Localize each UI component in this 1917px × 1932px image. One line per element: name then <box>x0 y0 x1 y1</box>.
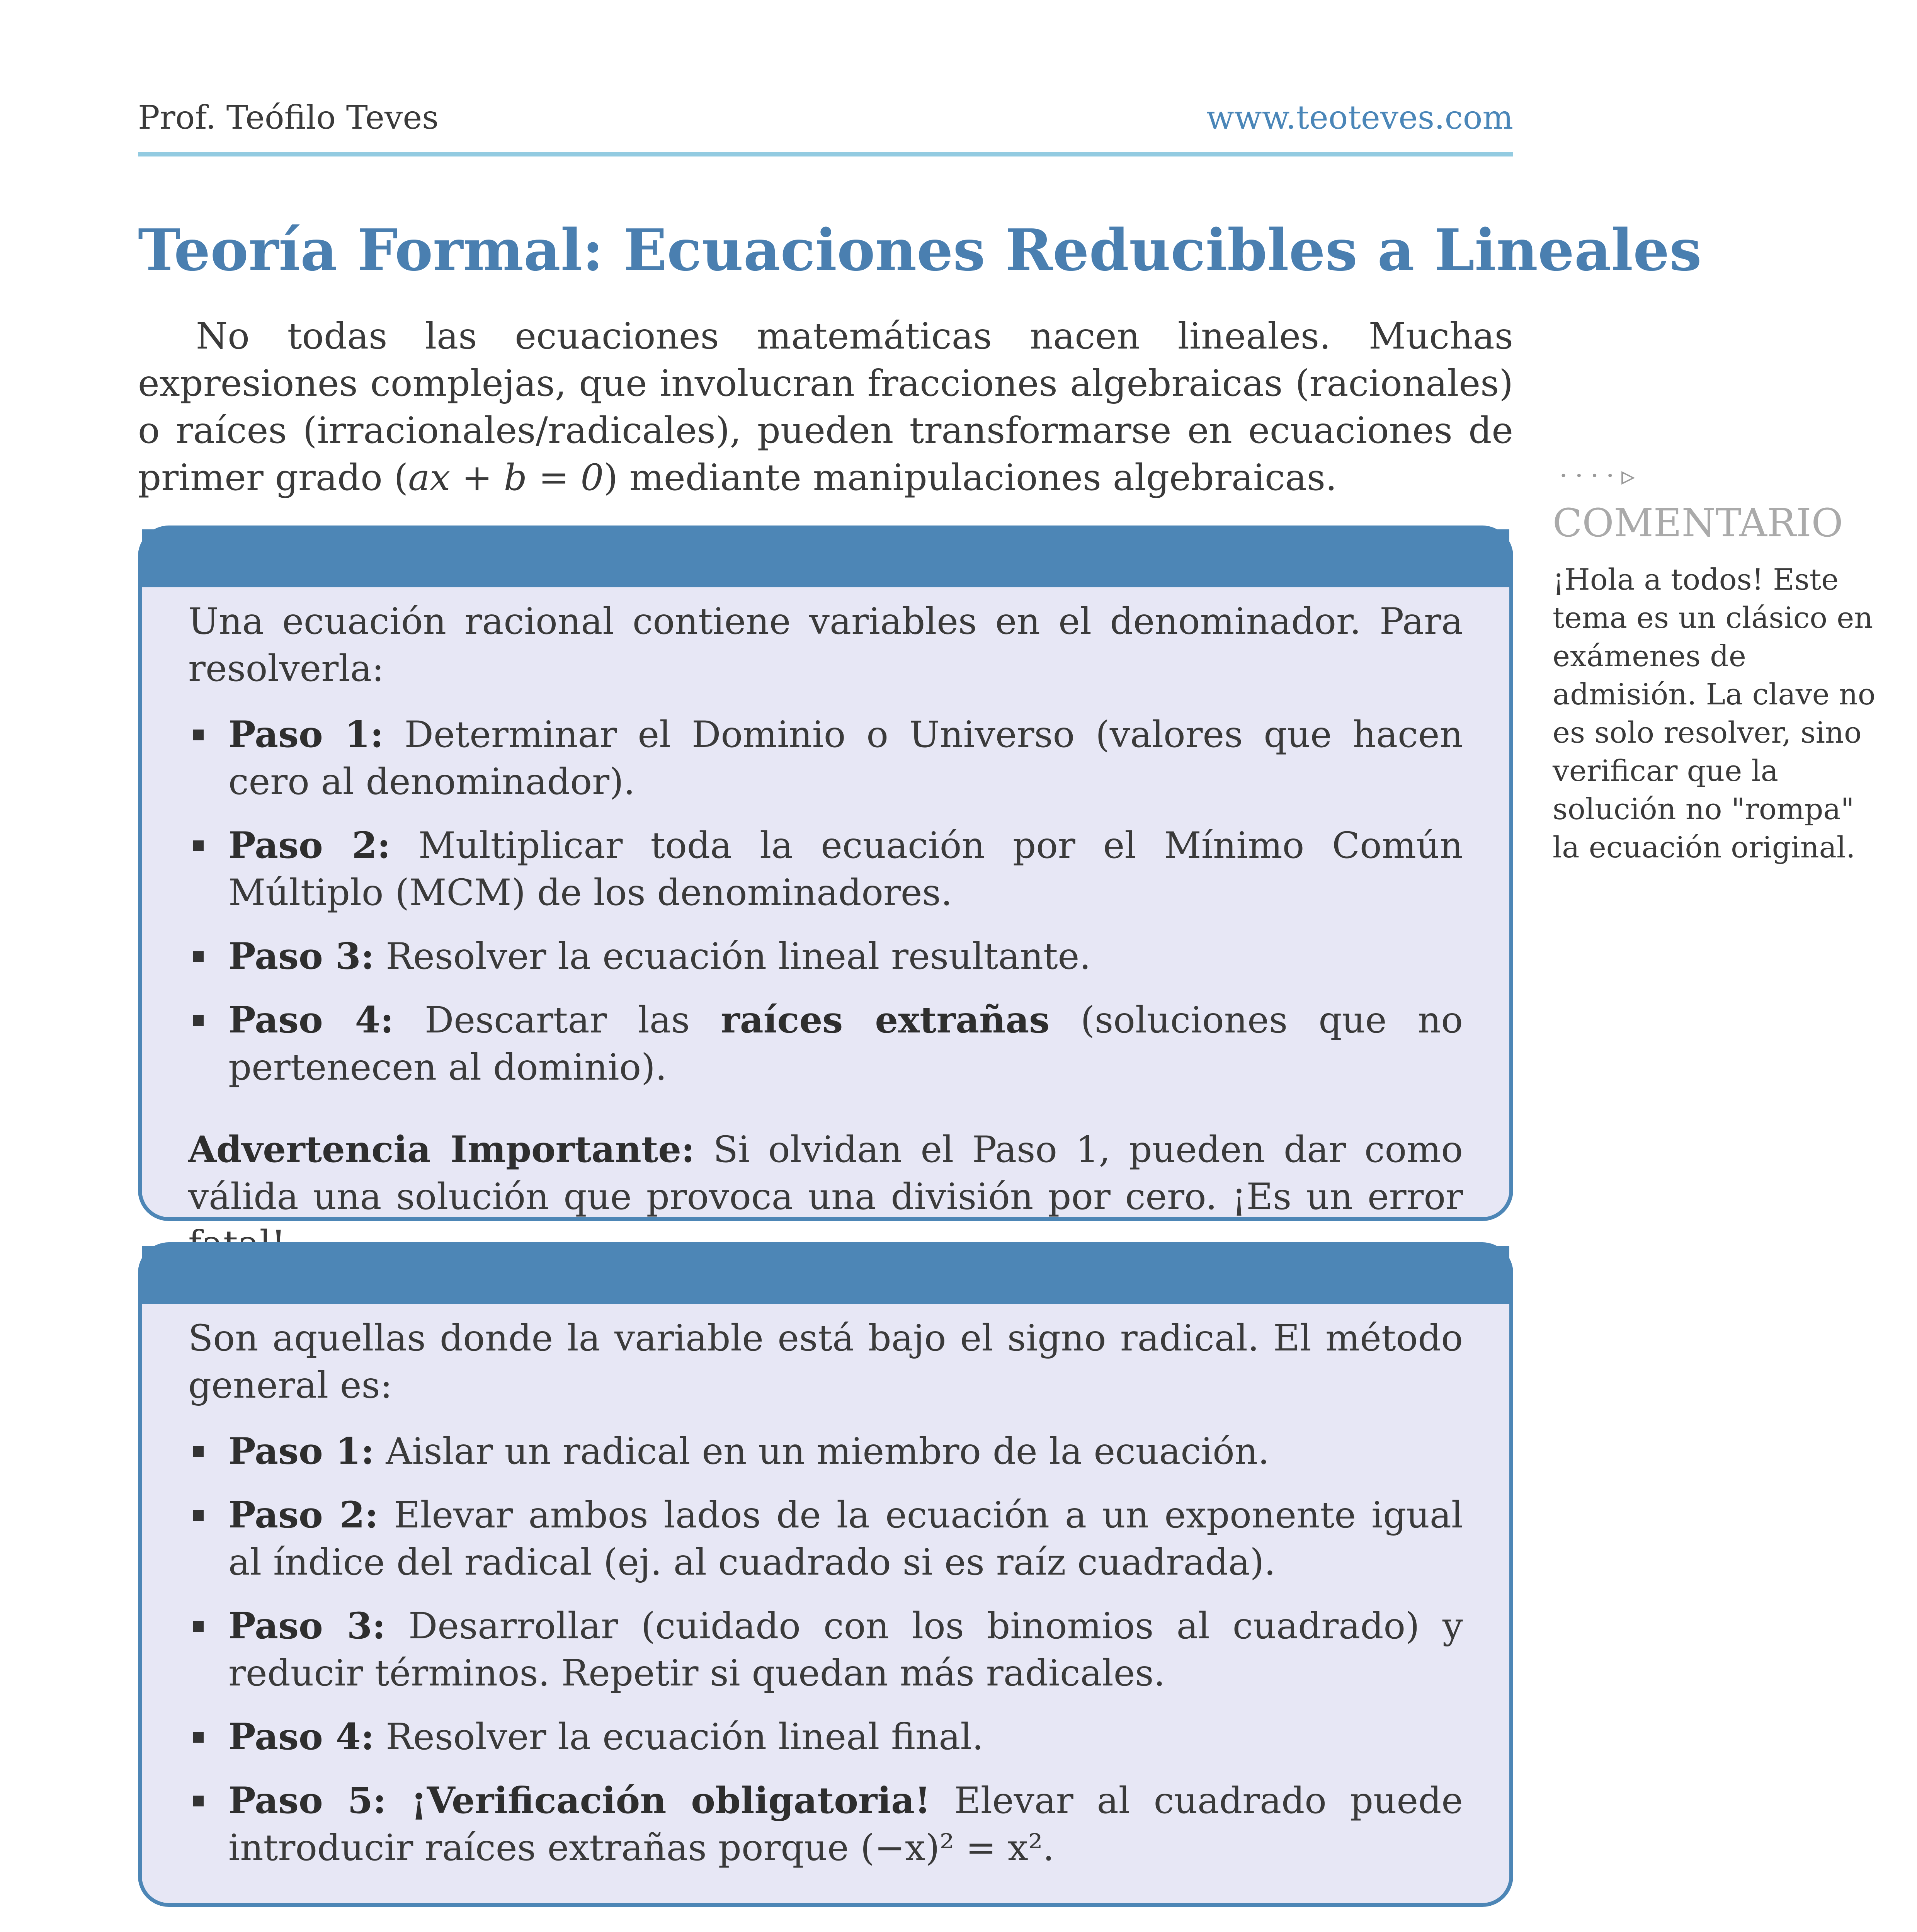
rational-step-2 <box>188 822 1463 917</box>
step-text: Multiplicar toda la ecuación por el Mínimo Común Múltiplo (MCM) de los denominadores. <box>228 825 1463 914</box>
radical-step-3 <box>188 1602 1463 1697</box>
step-text: Desarrollar (cuidado con los binomios al cuadrado) y reducir términos. Repetir si quedan más radicales. <box>228 1605 1463 1694</box>
warning-label: Advertencia Importante: <box>188 1128 695 1171</box>
radical-step-2 <box>188 1492 1463 1586</box>
step-label: Paso 1: <box>228 713 384 756</box>
step-text: Resolver la ecuación lineal final. <box>386 1716 984 1758</box>
rational-step-4 <box>188 997 1463 1091</box>
radical-step-1 <box>188 1428 1463 1475</box>
step-emphasis: raíces extrañas <box>721 999 1050 1041</box>
step-label: Paso 1: <box>228 1430 374 1473</box>
bullet-icon <box>193 1732 204 1743</box>
step-label: Paso 3: <box>228 1605 386 1647</box>
step-text: Descartar las <box>424 999 690 1041</box>
bullet-icon <box>193 1015 204 1026</box>
bullet-icon <box>193 1446 204 1457</box>
intro-text-1: No todas las ecuaciones matemáticas nacen lineales. Muchas expresiones complejas, que involucran fracciones algebraicas (racionales) o raíces (irracionales/radicales), pueden transformarse en ecuaciones de primer grado ( <box>138 315 1513 499</box>
radical-equations-box <box>138 1242 1513 1907</box>
bullet-icon <box>193 1621 204 1632</box>
step-text: Resolver la ecuación lineal resultante. <box>386 935 1091 978</box>
header-author: Prof. Teófilo Teves <box>138 99 439 136</box>
radical-box-header-bar <box>142 1246 1509 1304</box>
rational-steps-list <box>188 711 1463 1091</box>
step-text: (soluciones que no pertenecen al dominio). <box>228 999 1463 1088</box>
bullet-icon <box>193 730 204 740</box>
radical-step-4 <box>188 1713 1463 1761</box>
step-text: Elevar al cuadrado puede introducir raíces extrañas porque (−x)² = x². <box>228 1780 1463 1869</box>
radical-step-5 <box>188 1777 1463 1872</box>
bullet-icon <box>193 1796 204 1806</box>
rational-box-header-bar <box>142 529 1509 587</box>
margin-arrow-icon: ····▹ <box>1559 460 1642 492</box>
margin-note-title: COMENTARIO <box>1553 500 1843 546</box>
page-title: Teoría Formal: Ecuaciones Reducibles a Lineales <box>138 216 1702 284</box>
rational-equations-box <box>138 526 1513 1221</box>
margin-note-text: ¡Hola a todos! Este tema es un clásico en exámenes de admisión. La clave no es solo resolver, sino verificar que la solución no "rompa" la ecuación original. <box>1553 562 1876 864</box>
header-divider <box>138 152 1513 156</box>
step-text: Elevar ambos lados de la ecuación a un exponente igual al índice del radical (ej. al cuadrado si es raíz cuadrada). <box>228 1494 1463 1583</box>
warning-text: Si olvidan el Paso 1, pueden dar como válida una solución que provoca una división por cero. ¡Es un error <box>188 1129 1463 1218</box>
rational-step-3 <box>188 933 1463 980</box>
step-label: Paso 2: <box>228 824 391 867</box>
intro-formula: ax + b = 0 <box>408 457 604 499</box>
bullet-icon <box>193 951 204 962</box>
step-label: Paso 4: <box>228 1716 374 1758</box>
intro-paragraph <box>138 313 1513 502</box>
step-label: Paso 2: <box>228 1494 378 1536</box>
radical-steps-list <box>188 1428 1463 1872</box>
header-website-link[interactable]: www.teoteves.com <box>1206 99 1513 136</box>
step-text: Determinar el Dominio o Universo (valores que hacen cero al denominador). <box>228 714 1463 803</box>
rational-box-intro: Una ecuación racional contiene variables en el denominador. Para resolverla: <box>188 600 1463 690</box>
bullet-icon <box>193 840 204 851</box>
bullet-icon <box>193 1510 204 1521</box>
step-label: Paso 5: ¡Verificación obligatoria! <box>228 1779 931 1822</box>
intro-text-2: ) mediante manipulaciones algebraicas. <box>604 457 1337 499</box>
step-label: Paso 3: <box>228 935 374 978</box>
rational-step-1 <box>188 711 1463 806</box>
step-label: Paso 4: <box>228 999 394 1041</box>
radical-box-intro: Son aquellas donde la variable está bajo el signo radical. El método general es: <box>188 1317 1463 1406</box>
step-text: Aislar un radical en un miembro de la ecuación. <box>386 1430 1270 1473</box>
